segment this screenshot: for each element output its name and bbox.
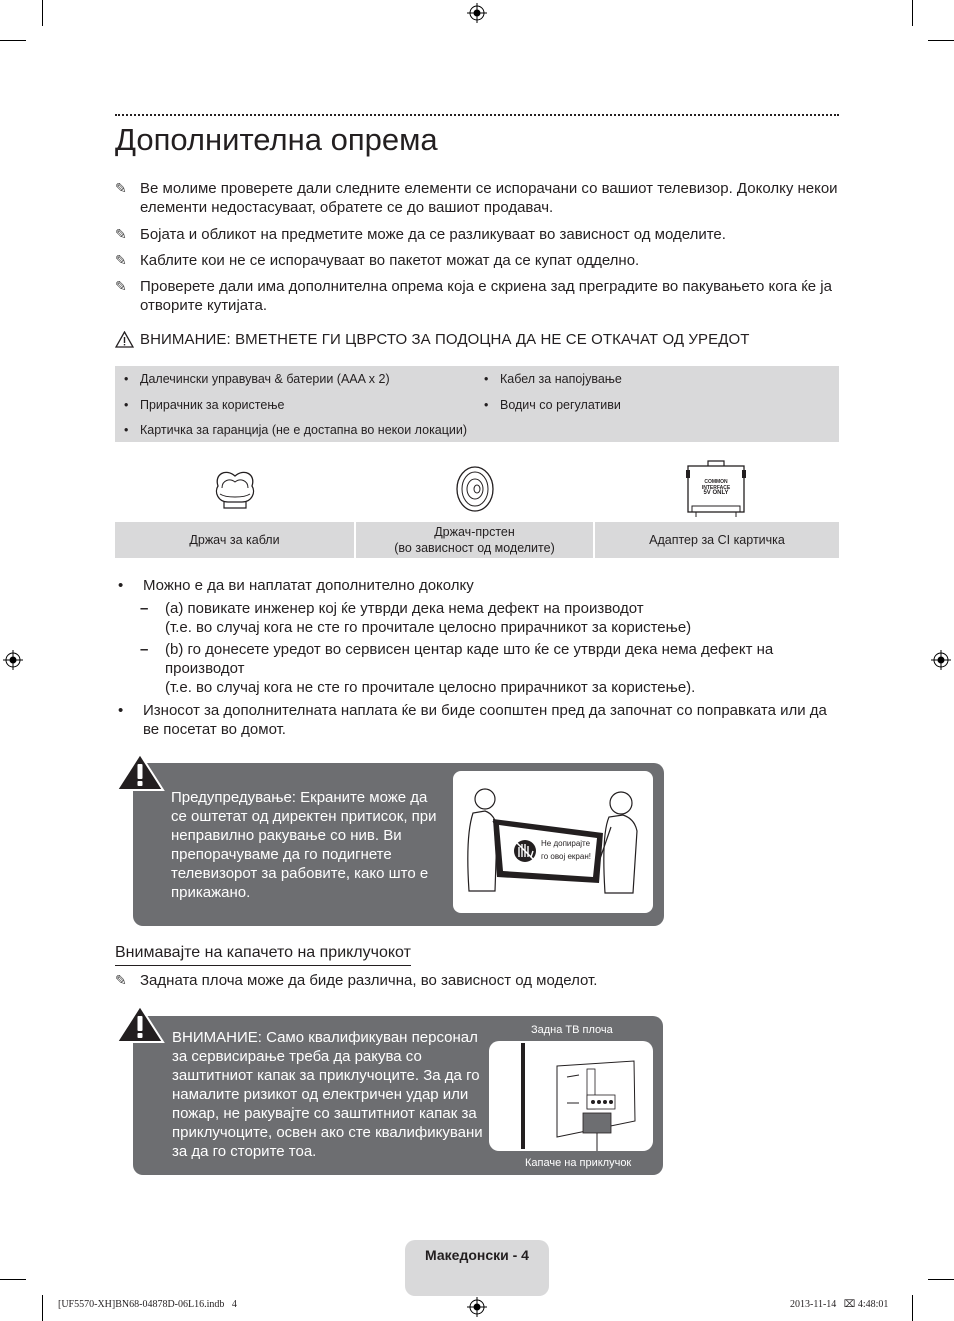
- sign-line-2: го овој екран!: [541, 852, 591, 861]
- warning-triangle-icon: [115, 331, 134, 348]
- pencil-note-icon: ✎: [115, 278, 127, 294]
- back-panel-illustration: [489, 1041, 653, 1151]
- list-item: • Водич со регулативи: [484, 398, 621, 412]
- registration-mark-icon: [3, 650, 23, 670]
- crop-mark: [928, 40, 954, 41]
- print-slug-right: 2013-11-14 ⌧ 4:48:01: [790, 1299, 889, 1310]
- list-item: • Кабел за напојување: [484, 372, 622, 386]
- warning-triangle-icon: [115, 752, 165, 792]
- list-item: • Прирачник за користење: [124, 398, 285, 412]
- ci-label-2: 5V ONLY: [703, 490, 729, 496]
- caption-cable-holder: Држач за кабли: [115, 522, 354, 558]
- ring-holder-icon: [454, 464, 496, 514]
- page-number: Македонски - 4: [425, 1247, 529, 1263]
- pencil-note-icon: ✎: [115, 252, 127, 268]
- print-slug-left: [UF5570-XH]BN68-04878D-06L16.indb 4: [58, 1299, 237, 1310]
- caution-line: ВНИМАНИЕ: ВМЕТНЕТЕ ГИ ЦВРСТО ЗА ПОДОЦНА ДА НЕ СЕ ОТКАЧАТ ОД УРЕДОТ: [140, 331, 750, 348]
- warning-triangle-icon: [115, 1004, 165, 1044]
- section-heading: Внимавајте на капачето на приклучокот: [115, 944, 411, 966]
- crop-mark: [912, 1295, 913, 1321]
- tv-lifting-illustration: [453, 771, 653, 913]
- note-item: ✎ Задната плоча може да биде различна, во зависност од моделот.: [115, 972, 598, 989]
- ci-label-1: COMMON INTERFACE: [701, 479, 731, 491]
- note-item: ✎ Ве молиме проверете дали следните елементи се испорачани со вашиот телевизор. Доколку некои елементи недостасуваат, обратете се до вашиот продавач.: [115, 180, 838, 216]
- caption-ci-adapter: Адаптер за CI картичка: [595, 522, 839, 558]
- registration-mark-icon: [467, 3, 487, 23]
- cable-holder-icon: [212, 466, 258, 510]
- list-item: – (a) повикате инженер кој ќе утврди дека нема дефект на производот (т.е. во случај кога не сте го прочитале целосно прирачникот за користење): [140, 600, 692, 636]
- registration-mark-icon: [931, 650, 951, 670]
- note-item: ✎ Бојата и обликот на предметите може да се разликуваат во зависност од моделите.: [115, 226, 726, 243]
- pencil-note-icon: ✎: [115, 226, 127, 242]
- list-item: • Можно е да ви наплатат дополнително доколку: [118, 577, 474, 594]
- back-panel-label: Задна ТВ плоча: [531, 1024, 613, 1036]
- pencil-note-icon: ✎: [115, 972, 127, 988]
- registration-mark-icon: [467, 1297, 487, 1317]
- list-item: • Картичка за гаранција (не е достапна во некои локации): [124, 423, 468, 437]
- caption-ring-holder: Држач-прстен (во зависност од моделите): [356, 522, 593, 558]
- terminal-caution-text: ВНИМАНИЕ: Само квалификуван персонал за сервисирање треба да ракува со заштитниот капак за приклучоците. За да го намалите ризикот од електричен удар или пожар, не ракувајте со заштитниот капак за приклучоците, освен ако сте квалификувани за да го сторите тоа.: [172, 1029, 483, 1160]
- screen-warning-text: Предупредување: Екраните може да се оштетат од директен притисок, при неправилно ракување со нив. Ви препорачуваме да го подигнете телевизорот за рабовите, како што е прикажано.: [171, 789, 437, 901]
- list-item: • Далечински управувач & батерии (AAA x 2): [124, 372, 390, 386]
- note-item: ✎ Каблите кои не се испорачуваат во пакетот можат да се купат одделно.: [115, 252, 640, 269]
- crop-mark: [0, 40, 26, 41]
- crop-mark: [0, 1279, 26, 1280]
- crop-mark: [42, 0, 43, 26]
- cover-label: Капаче на приклучок: [525, 1157, 632, 1169]
- page-title: Дополнителна опрема: [115, 122, 438, 157]
- list-item: • Износот за дополнителната наплата ќе ви биде соопштен пред да започнат со поправката или да ве посетат во домот.: [118, 702, 827, 738]
- list-item: – (b) го донесете уредот во сервисен центар каде што ќе се утврди дека нема дефект на производот (т.е. во случај кога не сте го прочитале целосно прирачникот за користење).: [140, 641, 774, 696]
- tv-back-panel-icon: [489, 1041, 653, 1151]
- sign-line-1: Не допирајте: [541, 839, 591, 848]
- note-item: ✎ Проверете дали има дополнителна опрема која е скриена зад преградите во пакувањето кога ќе ја отворите кутијата.: [115, 278, 832, 314]
- crop-mark: [928, 1279, 954, 1280]
- pencil-note-icon: ✎: [115, 180, 127, 196]
- crop-mark: [42, 1295, 43, 1321]
- crop-mark: [912, 0, 913, 26]
- title-divider: [115, 114, 839, 116]
- ci-adapter-image: [686, 460, 746, 518]
